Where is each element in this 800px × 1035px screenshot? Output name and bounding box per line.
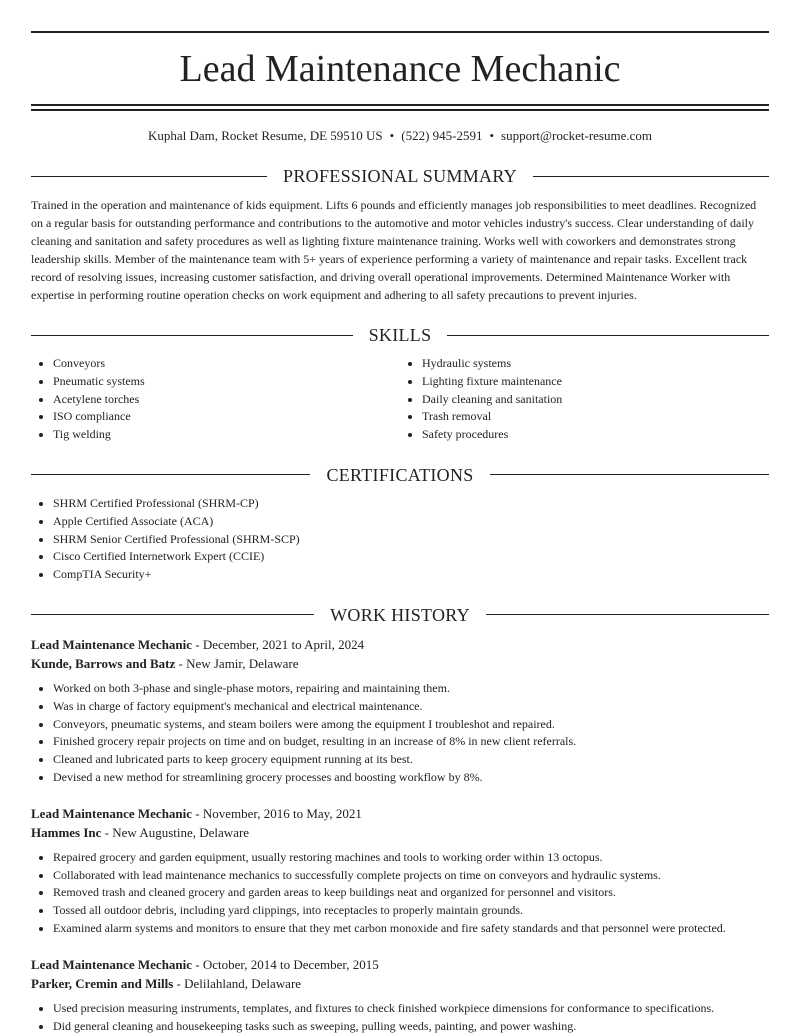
job-location: - New Jamir, Delaware bbox=[175, 655, 299, 671]
job-title-line bbox=[31, 635, 769, 654]
job-bullet: • Tossed all outdoor debris, including yard clippings, into receptacles to properly maintain grounds. bbox=[53, 902, 769, 920]
resume-page bbox=[31, 0, 769, 1035]
certification-item: • SHRM Senior Certified Professional (SHRM-SCP) bbox=[53, 531, 769, 549]
job-bullet: • Used precision measuring instruments, templates, and fixtures to check finished workpiece dimensions for conformance to specifications. bbox=[53, 1000, 769, 1018]
job-company: Parker, Cremin and Mills bbox=[31, 975, 174, 991]
skill-item: • Safety procedures bbox=[422, 426, 769, 444]
section-rule bbox=[533, 176, 769, 177]
section-title: PROFESSIONAL SUMMARY bbox=[283, 166, 517, 186]
job-company: Hammes Inc bbox=[31, 824, 102, 840]
section-title: WORK HISTORY bbox=[330, 604, 470, 625]
contact-separator: • bbox=[389, 128, 395, 143]
section-rule bbox=[31, 614, 314, 615]
title-double-rule bbox=[31, 104, 769, 111]
contact-address: Kuphal Dam, Rocket Resume, DE 59510 US bbox=[147, 128, 383, 143]
job-bullet: • Conveyors, pneumatic systems, and steam boilers were among the equipment I troubleshot and repaired. bbox=[53, 716, 769, 734]
contact-line bbox=[31, 127, 769, 145]
section-header-certifications bbox=[31, 464, 769, 486]
job-bullet: • Finished grocery repair projects on time and on budget, resulting in an increase of 8% in new client referrals. bbox=[53, 733, 769, 751]
section-header-summary bbox=[31, 165, 769, 187]
job-title: Lead Maintenance Mechanic bbox=[31, 636, 193, 652]
section-header-skills bbox=[31, 324, 769, 346]
skill-item: • Acetylene torches bbox=[53, 391, 400, 409]
certification-item: • Cisco Certified Internetwork Expert (CCIE) bbox=[53, 548, 769, 566]
skill-item: • Daily cleaning and sanitation bbox=[422, 391, 769, 409]
section-rule bbox=[31, 176, 267, 177]
job-company-line bbox=[31, 974, 769, 993]
skills-column-left bbox=[31, 355, 400, 444]
section-rule bbox=[490, 474, 769, 475]
section-rule bbox=[31, 474, 310, 475]
job-company: Kunde, Barrows and Batz bbox=[31, 655, 176, 671]
resume-title: Lead Maintenance Mechanic bbox=[179, 48, 621, 90]
skill-item: • Lighting fixture maintenance bbox=[422, 373, 769, 391]
job-bullet: • Collaborated with lead maintenance mechanics to successfully complete projects on time on conveyors and hydraulic systems. bbox=[53, 867, 769, 885]
skill-item: • ISO compliance bbox=[53, 408, 400, 426]
job-dates: - December, 2021 to April, 2024 bbox=[192, 636, 365, 652]
job-bullet: • Removed trash and cleaned grocery and garden areas to keep buildings neat and organized for personnel and visitors. bbox=[53, 884, 769, 902]
certification-item: • CompTIA Security+ bbox=[53, 566, 769, 584]
job-company-line bbox=[31, 654, 769, 673]
job-company-line bbox=[31, 823, 769, 842]
skills-list bbox=[31, 355, 769, 444]
section-title: SKILLS bbox=[368, 325, 432, 345]
certification-item: • SHRM Certified Professional (SHRM-CP) bbox=[53, 495, 769, 513]
skill-item: • Conveyors bbox=[53, 355, 400, 373]
job-entry bbox=[31, 955, 769, 1035]
job-bullet: • Cleaned and lubricated parts to keep grocery equipment running at its best. bbox=[53, 751, 769, 769]
summary-paragraph: Trained in the operation and maintenance of kids equipment. Lifts 6 pounds and efficiently manages job responsibilities to meet deadlines. Recognized on a regular basis for outstanding performance and contributions to the automotive and motor vehicles industry's success. Clear understanding of daily cleaning and sanitation and safety procedures as well as lighting fixture maintenance training. Works well with coworkers and demonstrates strong leadership skills. Member of the maintenance team with 5+ years of experience performing a variety of maintenance and repair tasks. Excellent track record of resolving issues, increasing customer satisfaction, and driving overall operational improvements. Determined Maintenance Worker with expertise in performing routine operation checks on work equipment and adhering to all safety precautions to prevent injuries. bbox=[31, 198, 757, 302]
certification-item: • Apple Certified Associate (ACA) bbox=[53, 513, 769, 531]
certifications-list bbox=[31, 495, 769, 584]
job-bullet: • Did general cleaning and housekeeping tasks such as sweeping, pulling weeds, painting, and power washing. bbox=[53, 1018, 769, 1035]
section-rule bbox=[447, 335, 769, 336]
job-entry bbox=[31, 635, 769, 787]
contact-email[interactable]: support@rocket-resume.com bbox=[501, 128, 653, 143]
job-bullets bbox=[31, 680, 769, 787]
job-dates: - November, 2016 to May, 2021 bbox=[192, 805, 362, 821]
job-location: - Delilahland, Delaware bbox=[173, 975, 302, 991]
skills-column-right bbox=[400, 355, 769, 444]
job-bullet: • Examined alarm systems and monitors to ensure that they met carbon monoxide and fire safety standards and that personnel were protected. bbox=[53, 920, 769, 938]
skill-item: • Hydraulic systems bbox=[422, 355, 769, 373]
job-dates: - October, 2014 to December, 2015 bbox=[192, 956, 379, 972]
skill-item: • Tig welding bbox=[53, 426, 400, 444]
job-bullets bbox=[31, 849, 769, 938]
job-title-line bbox=[31, 955, 769, 974]
contact-phone: (522) 945-2591 bbox=[401, 128, 483, 143]
section-rule bbox=[486, 614, 769, 615]
contact-separator: • bbox=[489, 128, 495, 143]
section-rule bbox=[31, 335, 353, 336]
job-bullet: • Worked on both 3-phase and single-phase motors, repairing and maintaining them. bbox=[53, 680, 769, 698]
job-location: - New Augustine, Delaware bbox=[101, 824, 250, 840]
job-bullet: • Devised a new method for streamlining grocery processes and boosting workflow by 8%. bbox=[53, 769, 769, 787]
job-bullet: • Was in charge of factory equipment's mechanical and electrical maintenance. bbox=[53, 698, 769, 716]
skill-item: • Trash removal bbox=[422, 408, 769, 426]
job-bullet: • Repaired grocery and garden equipment, usually restoring machines and tools to working order within 13 octopus. bbox=[53, 849, 769, 867]
section-title: CERTIFICATIONS bbox=[326, 464, 474, 485]
skill-item: • Pneumatic systems bbox=[53, 373, 400, 391]
job-title: Lead Maintenance Mechanic bbox=[31, 805, 193, 821]
job-bullets bbox=[31, 1000, 769, 1035]
section-header-work-history bbox=[31, 604, 769, 626]
job-title: Lead Maintenance Mechanic bbox=[31, 956, 193, 972]
job-title-line bbox=[31, 804, 769, 823]
job-entry bbox=[31, 804, 769, 938]
